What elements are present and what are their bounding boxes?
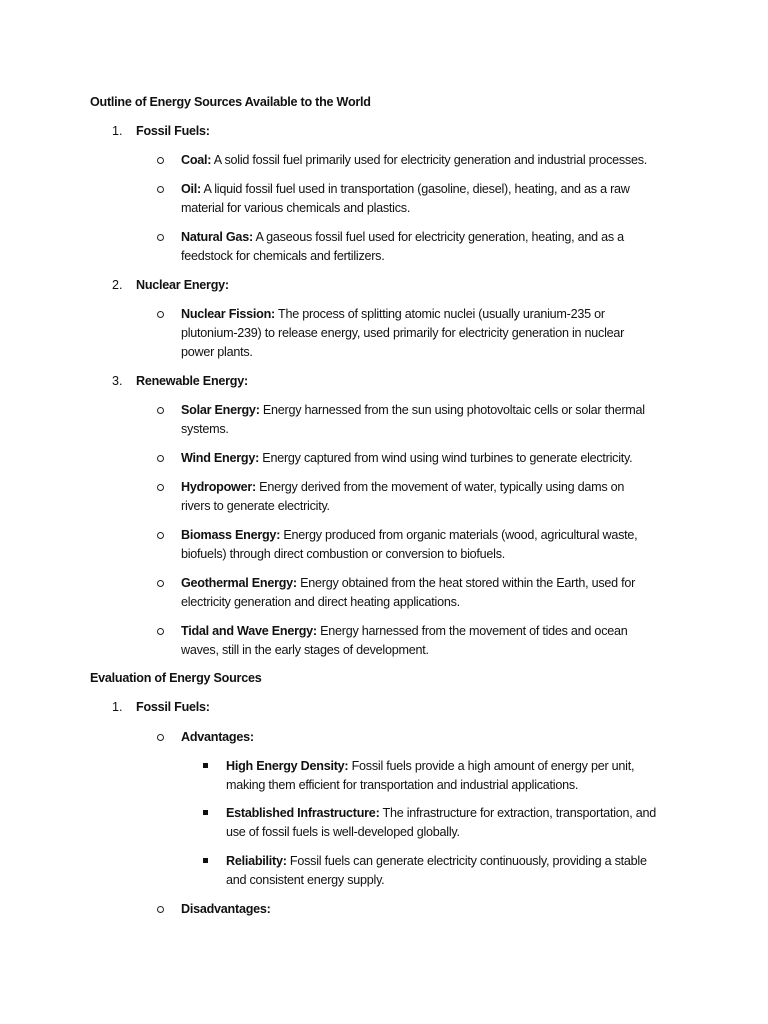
section-title-nuclear-energy: Nuclear Energy:: [136, 278, 229, 292]
list-item-tidal-wave-cont: waves, still in the early stages of development.: [181, 643, 429, 657]
circle-bullet-icon: [157, 407, 164, 414]
circle-bullet-icon: [157, 157, 164, 164]
list-item-oil-cont: material for various chemicals and plastics.: [181, 201, 411, 215]
circle-bullet-icon: [157, 628, 164, 635]
square-bullet-icon: [203, 763, 208, 768]
evaluation-section-title: Fossil Fuels:: [136, 700, 210, 714]
section-number: 1.: [112, 124, 123, 138]
advantages-label: Advantages:: [181, 730, 254, 744]
circle-bullet-icon: [157, 734, 164, 741]
list-item-nuclear-fission: Nuclear Fission: The process of splitting atomic nuclei (usually uranium-235 or: [181, 307, 605, 321]
advantage-reliability-cont: and consistent energy supply.: [226, 873, 385, 887]
list-item-geothermal-cont: electricity generation and direct heating applications.: [181, 595, 460, 609]
list-item-nuclear-fission-cont: plutonium-239) to release energy, used primarily for electricity generation in nuclear: [181, 326, 625, 340]
list-item-coal: Coal: A solid fossil fuel primarily used for electricity generation and industrial processes.: [181, 153, 648, 167]
advantage-reliability: Reliability: Fossil fuels can generate electricity continuously, providing a stable: [226, 854, 647, 868]
circle-bullet-icon: [157, 532, 164, 539]
list-item-solar: Solar Energy: Energy harnessed from the sun using photovoltaic cells or solar thermal: [181, 403, 645, 417]
list-item-oil: Oil: A liquid fossil fuel used in transportation (gasoline, diesel), heating, and as a raw: [181, 182, 630, 196]
circle-bullet-icon: [157, 580, 164, 587]
list-item-biomass: Biomass Energy: Energy produced from organic materials (wood, agricultural waste,: [181, 528, 638, 542]
section-number: 3.: [112, 374, 123, 388]
list-item-nuclear-fission-cont: power plants.: [181, 345, 253, 359]
advantage-high-energy-density: High Energy Density: Fossil fuels provide a high amount of energy per unit,: [226, 759, 635, 773]
section-number: 2.: [112, 278, 123, 292]
section-title-renewable-energy: Renewable Energy:: [136, 374, 248, 388]
section-number: 1.: [112, 700, 123, 714]
circle-bullet-icon: [157, 484, 164, 491]
list-item-wind: Wind Energy: Energy captured from wind using wind turbines to generate electricity.: [181, 451, 633, 465]
advantage-established-infrastructure: Established Infrastructure: The infrastructure for extraction, transportation, and: [226, 806, 657, 820]
square-bullet-icon: [203, 810, 208, 815]
list-item-geothermal: Geothermal Energy: Energy obtained from the heat stored within the Earth, used for: [181, 576, 636, 590]
disadvantages-label: Disadvantages:: [181, 902, 271, 916]
list-item-solar-cont: systems.: [181, 422, 229, 436]
list-item-natural-gas: Natural Gas: A gaseous fossil fuel used for electricity generation, heating, and as a: [181, 230, 624, 244]
advantage-established-infrastructure-cont: use of fossil fuels is well-developed globally.: [226, 825, 460, 839]
outline-title: Outline of Energy Sources Available to the World: [90, 95, 371, 109]
list-item-hydropower: Hydropower: Energy derived from the movement of water, typically using dams on: [181, 480, 625, 494]
list-item-tidal-wave: Tidal and Wave Energy: Energy harnessed from the movement of tides and ocean: [181, 624, 628, 638]
section-title-fossil-fuels: Fossil Fuels:: [136, 124, 210, 138]
square-bullet-icon: [203, 858, 208, 863]
evaluation-title: Evaluation of Energy Sources: [90, 671, 262, 685]
list-item-natural-gas-cont: feedstock for chemicals and fertilizers.: [181, 249, 385, 263]
list-item-biomass-cont: biofuels) through direct combustion or conversion to biofuels.: [181, 547, 506, 561]
circle-bullet-icon: [157, 455, 164, 462]
advantage-high-energy-density-cont: making them efficient for transportation and industrial applications.: [226, 778, 579, 792]
list-item-hydropower-cont: rivers to generate electricity.: [181, 499, 330, 513]
circle-bullet-icon: [157, 311, 164, 318]
circle-bullet-icon: [157, 234, 164, 241]
circle-bullet-icon: [157, 906, 164, 913]
circle-bullet-icon: [157, 186, 164, 193]
